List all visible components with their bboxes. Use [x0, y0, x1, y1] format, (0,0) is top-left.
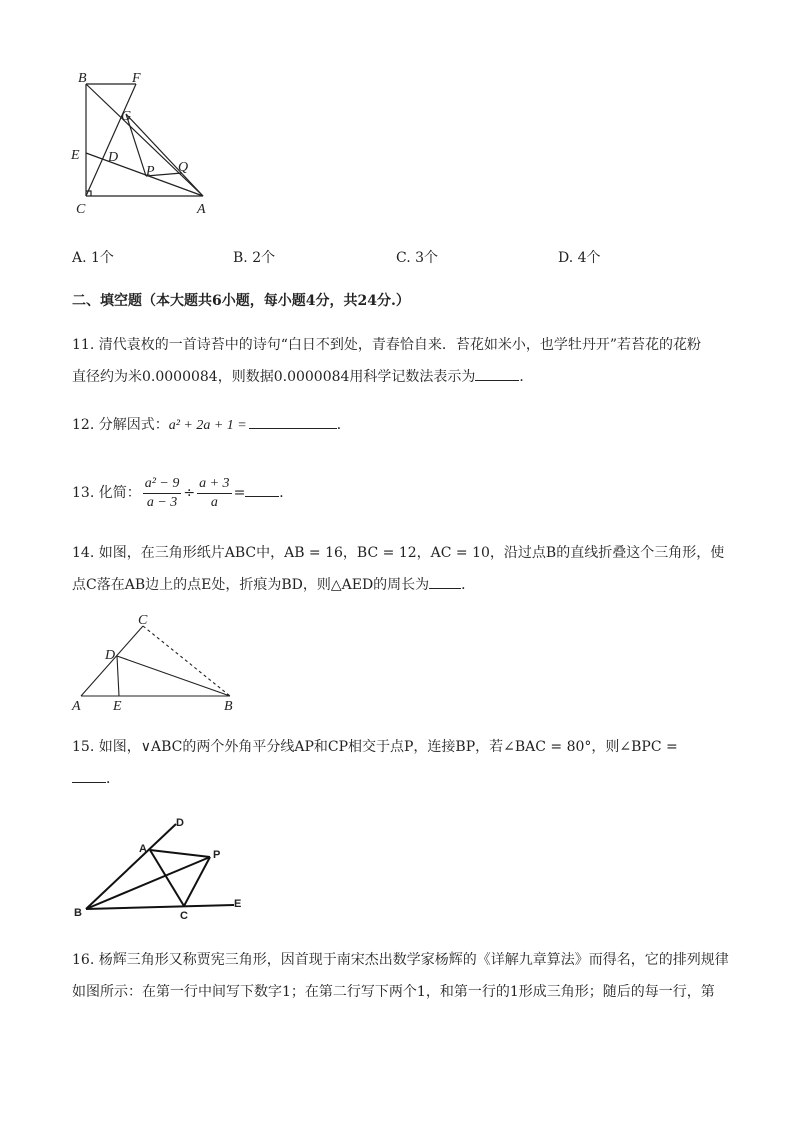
q12-answer-blank[interactable]: [249, 414, 337, 429]
q15-line1: 15. 如图，∨ABC的两个外角平分线AP和CP相交于点P，连接BP，若∠BAC = 80°，则∠BPC =: [72, 739, 678, 755]
option-b[interactable]: B. 2个: [233, 250, 276, 266]
q13-op: ÷: [183, 485, 196, 501]
label-C: C: [180, 910, 188, 922]
q13-den2: a: [210, 494, 218, 510]
q13-fraction-1: [143, 475, 182, 512]
q15-end: ．: [106, 771, 120, 787]
q16-line2: 如图所示：在第一行中间写下数字1；在第二行写下两个1，和第一行的1形成三角形；随后的每一行，第: [72, 984, 715, 1000]
q13-den1: a − 3: [146, 494, 178, 510]
q13-num1: a² − 9: [143, 475, 182, 494]
q12-prefix: 12. 分解因式：: [72, 417, 169, 433]
seg-BA: [86, 84, 203, 196]
q13-line: [72, 473, 293, 513]
label-C: C: [138, 613, 148, 628]
label-F: F: [132, 71, 141, 86]
figure-1-diagram: [60, 64, 220, 219]
seg-AC: [150, 850, 184, 906]
q11-line1: 11. 清代袁枚的一首诗苔中的诗句“白日不到处，青春恰自来．苔花如米小，也学牡丹开”若苔花的花粉: [72, 337, 702, 353]
seg-CP: [184, 857, 210, 906]
label-E: E: [234, 898, 242, 910]
q13-fraction-2: [197, 475, 231, 512]
q11-answer-blank[interactable]: [475, 366, 519, 381]
label-G: G: [121, 109, 132, 124]
q13-prefix: 13. 化简：: [72, 485, 141, 501]
label-E: E: [71, 148, 80, 163]
q13-eq: =: [233, 485, 246, 501]
q14-line1: 14. 如图，在三角形纸片ABC中，AB = 16，BC = 12，AC = 10，沿过点B的直线折叠这个三角形，使: [72, 545, 725, 561]
seg-CB-dashed: [143, 626, 230, 696]
section-heading: 二、填空题（本大题共6小题，每小题4分，共24分.）: [72, 293, 410, 309]
label-E: E: [113, 699, 122, 713]
q12-expr: a² + 2a + 1 =: [168, 418, 247, 433]
q15-line2: [72, 768, 120, 789]
seg-DE: [117, 656, 119, 696]
label-D: D: [105, 648, 116, 663]
label-C: C: [76, 202, 86, 217]
option-d[interactable]: D. 4个: [558, 250, 601, 266]
seg-BD: [86, 824, 176, 909]
label-D: D: [176, 817, 184, 829]
seg-BE: [86, 905, 234, 909]
q16-line1: 16. 杨辉三角形又称贾宪三角形，因首现于南宋杰出数学家杨辉的《详解九章算法》而得名，它的排列规律: [72, 952, 729, 968]
q13-end: ．: [279, 485, 294, 501]
label-P: P: [213, 849, 221, 861]
seg-BP: [86, 857, 210, 909]
q13-answer-blank[interactable]: [245, 482, 279, 497]
label-B: B: [78, 71, 87, 86]
q12-line: [72, 414, 351, 436]
q14-line2-text: 点C落在AB边上的点E处，折痕为BD，则△AED的周长为: [72, 577, 430, 593]
label-B: B: [224, 699, 233, 713]
q14-end: ．: [461, 577, 476, 593]
q13-num2: a + 3: [197, 475, 231, 494]
seg-AP: [150, 850, 210, 857]
option-a[interactable]: A. 1个: [72, 250, 114, 266]
q11-line2-text: 直径约为米0.0000084，则数据0.0000084用科学记数法表示为: [72, 369, 476, 385]
seg-FC: [86, 84, 136, 196]
q11-line2: [72, 366, 533, 387]
label-P: P: [146, 164, 155, 179]
q14-answer-blank[interactable]: [429, 574, 461, 589]
q14-line2: [72, 574, 475, 595]
figure-3-diagram: [70, 812, 260, 922]
label-A: A: [197, 202, 206, 217]
q15-answer-blank[interactable]: [72, 768, 106, 783]
label-A: A: [139, 843, 147, 855]
label-D: D: [108, 150, 119, 165]
seg-DB: [117, 656, 230, 696]
label-Q: Q: [178, 160, 189, 175]
label-B: B: [74, 907, 82, 919]
q11-end: ．: [519, 369, 534, 385]
figure-2-diagram: [65, 608, 245, 713]
option-c[interactable]: C. 3个: [396, 250, 439, 266]
q12-end: ．: [336, 417, 351, 433]
label-A: A: [72, 699, 81, 713]
seg-GA: [126, 114, 203, 196]
